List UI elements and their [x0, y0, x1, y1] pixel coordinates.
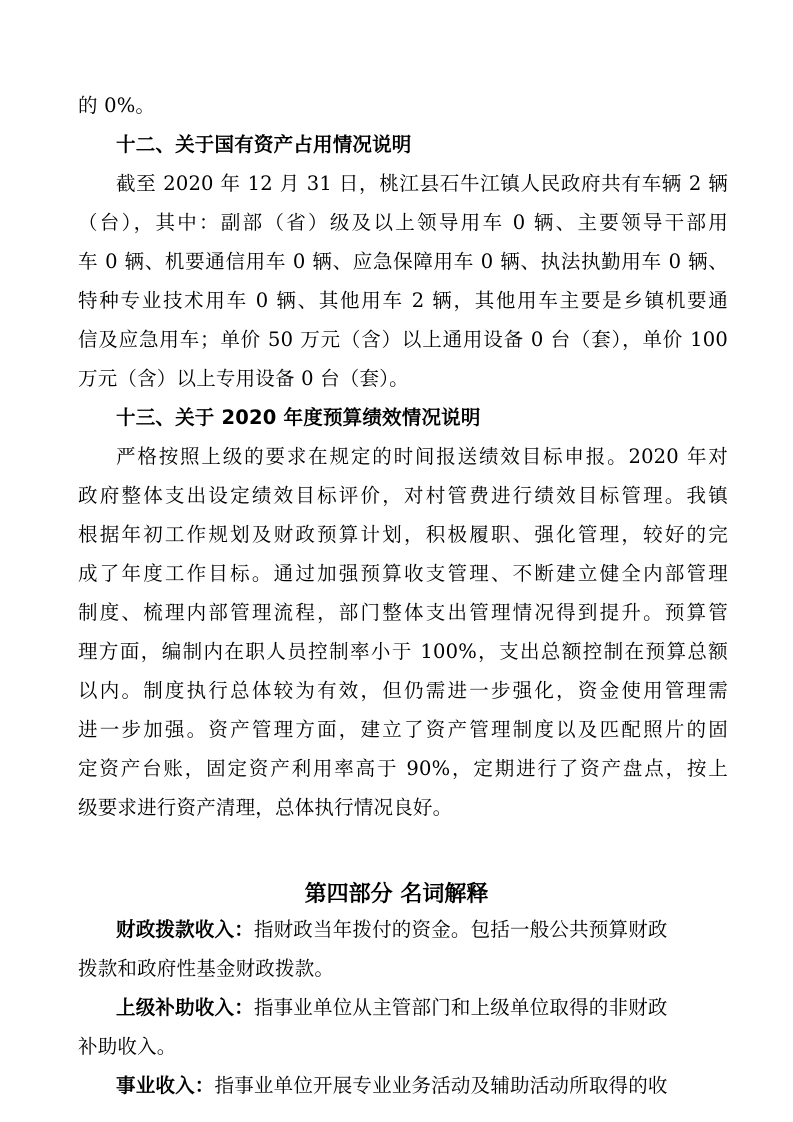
body-line: 制度、梳理内部管理流程，部门整体支出管理情况得到提升。预算管 [78, 601, 728, 624]
term-label: 事业收入： [116, 1074, 215, 1097]
body-line: 理方面，编制内在职人员控制率小于 100%，支出总额控制在预算总额 [78, 640, 728, 663]
term-definition: 指事业单位开展专业业务活动及辅助活动所取得的收 [214, 1074, 668, 1097]
term-entry-line [116, 1072, 728, 1100]
body-line: 成了年度工作目标。通过加强预算收支管理、不断建立健全内部管理 [78, 562, 728, 585]
term-entry-line [116, 994, 728, 1022]
body-line: 车 0 辆、机要通信用车 0 辆、应急保障用车 0 辆、执法执勤用车 0 辆、 [78, 250, 728, 273]
body-line: 级要求进行资产清理，总体执行情况良好。 [78, 796, 453, 819]
body-line: 截至 2020 年 12 月 31 日，桃江县石牛江镇人民政府共有车辆 2 辆 [116, 172, 728, 195]
term-label: 财政拨款收入： [116, 918, 254, 941]
body-line: 定资产台账，固定资产利用率高于 90%，定期进行了资产盘点，按上 [78, 757, 728, 780]
term-label: 上级补助收入： [116, 996, 254, 1019]
term-definition: 指财政当年拨付的资金。包括一般公共预算财政 [253, 918, 668, 941]
body-line: 以内。制度执行总体较为有效，但仍需进一步强化，资金使用管理需 [78, 679, 728, 702]
body-line: 的 0%。 [78, 94, 156, 117]
section-13-heading: 十三、关于 2020 年度预算绩效情况说明 [116, 406, 481, 429]
body-line: 万元（含）以上专用设备 0 台（套）。 [78, 367, 409, 390]
part-4-title: 第四部分 名词解释 [304, 882, 489, 907]
term-definition-continuation: 拨款和政府性基金财政拨款。 [78, 957, 335, 980]
body-line: 进一步加强。资产管理方面，建立了资产管理制度以及匹配照片的固 [78, 718, 728, 741]
body-line: 根据年初工作规划及财政预算计划，积极履职、强化管理，较好的完 [78, 523, 728, 546]
term-definition: 指事业单位从主管部门和上级单位取得的非财政 [253, 996, 668, 1019]
section-12-heading: 十二、关于国有资产占用情况说明 [116, 133, 412, 156]
body-line: 特种专业技术用车 0 辆、其他用车 2 辆，其他用车主要是乡镇机要通 [78, 289, 728, 312]
body-line: 严格按照上级的要求在规定的时间报送绩效目标申报。2020 年对 [116, 445, 728, 468]
term-definition-continuation: 补助收入。 [78, 1035, 177, 1058]
body-line: （台），其中：副部（省）级及以上领导用车 0 辆、主要领导干部用 [78, 211, 728, 234]
term-entry-line [116, 916, 728, 944]
body-line: 政府整体支出设定绩效目标评价，对村管费进行绩效目标管理。我镇 [78, 484, 728, 507]
body-line: 信及应急用车；单价 50 万元（含）以上通用设备 0 台（套），单价 100 [78, 328, 728, 351]
